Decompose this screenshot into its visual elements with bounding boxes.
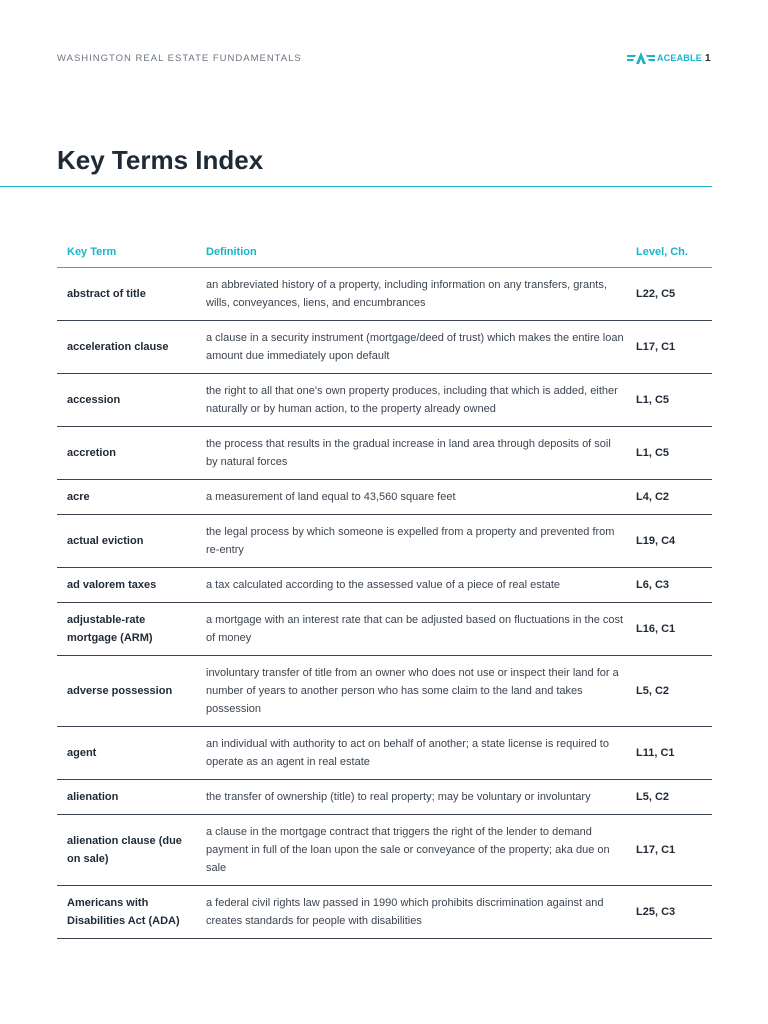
table-row [57, 427, 712, 480]
column-header-definition: Definition [196, 236, 626, 268]
term-cell: adjustable-rate mortgage (ARM) [57, 603, 196, 656]
table-row [57, 656, 712, 727]
term-cell: abstract of title [57, 268, 196, 321]
definition-cell: a mortgage with an interest rate that can be adjusted based on fluctuations in the cost of money [196, 603, 626, 656]
table-row [57, 603, 712, 656]
definition-cell: the legal process by which someone is expelled from a property and prevented from re-entry [196, 515, 626, 568]
title-divider [0, 186, 712, 187]
definition-cell: the right to all that one's own property produces, including that which is added, either naturally or by human action, to the property already owned [196, 374, 626, 427]
table-row [57, 321, 712, 374]
aceable-logo-icon [627, 52, 655, 64]
table-row [57, 780, 712, 815]
definition-cell: a federal civil rights law passed in 1990 which prohibits discrimination against and creates standards for people with disabilities [196, 886, 626, 939]
level-cell: L1, C5 [626, 374, 712, 427]
definition-cell: involuntary transfer of title from an owner who does not use or inspect their land for a number of years to another person who has some claim to the land and takes possession [196, 656, 626, 727]
level-cell: L1, C5 [626, 427, 712, 480]
level-cell: L16, C1 [626, 603, 712, 656]
column-header-level: Level, Ch. [626, 236, 712, 268]
term-cell: ad valorem taxes [57, 568, 196, 603]
level-cell: L11, C1 [626, 727, 712, 780]
term-cell: acre [57, 480, 196, 515]
level-cell: L25, C3 [626, 886, 712, 939]
level-cell: L22, C5 [626, 268, 712, 321]
definition-cell: a clause in the mortgage contract that triggers the right of the lender to demand payment in full of the loan upon the sale or conveyance of the property; aka due on sale [196, 815, 626, 886]
table-row [57, 480, 712, 515]
level-cell: L17, C1 [626, 815, 712, 886]
running-header: WASHINGTON REAL ESTATE FUNDAMENTALS [57, 53, 302, 64]
definition-cell: an individual with authority to act on behalf of another; a state license is required to operate as an agent in real estate [196, 727, 626, 780]
level-cell: L19, C4 [626, 515, 712, 568]
term-cell: actual eviction [57, 515, 196, 568]
term-cell: Americans with Disabilities Act (ADA) [57, 886, 196, 939]
aceable-logo [627, 52, 702, 64]
page-number: 1 [705, 53, 711, 64]
table-row [57, 515, 712, 568]
level-cell: L5, C2 [626, 780, 712, 815]
definition-cell: an abbreviated history of a property, including information on any transfers, grants, wills, conveyances, liens, and encumbrances [196, 268, 626, 321]
definition-cell: a measurement of land equal to 43,560 square feet [196, 480, 626, 515]
table-row [57, 815, 712, 886]
table-row [57, 727, 712, 780]
term-cell: adverse possession [57, 656, 196, 727]
level-cell: L17, C1 [626, 321, 712, 374]
logo-text: ACEABLE [657, 53, 702, 63]
term-cell: accession [57, 374, 196, 427]
table-row [57, 568, 712, 603]
table-row [57, 268, 712, 321]
level-cell: L5, C2 [626, 656, 712, 727]
definition-cell: a tax calculated according to the assessed value of a piece of real estate [196, 568, 626, 603]
term-cell: agent [57, 727, 196, 780]
table-row [57, 374, 712, 427]
term-cell: alienation [57, 780, 196, 815]
definition-cell: a clause in a security instrument (mortgage/deed of trust) which makes the entire loan amount due immediately upon default [196, 321, 626, 374]
column-header-key-term: Key Term [57, 236, 196, 268]
term-cell: accretion [57, 427, 196, 480]
key-terms-table [57, 236, 712, 939]
definition-cell: the process that results in the gradual increase in land area through deposits of soil by natural forces [196, 427, 626, 480]
table-header-row [57, 236, 712, 268]
table-row [57, 886, 712, 939]
level-cell: L6, C3 [626, 568, 712, 603]
level-cell: L4, C2 [626, 480, 712, 515]
term-cell: acceleration clause [57, 321, 196, 374]
definition-cell: the transfer of ownership (title) to real property; may be voluntary or involuntary [196, 780, 626, 815]
term-cell: alienation clause (due on sale) [57, 815, 196, 886]
page-title: Key Terms Index [57, 145, 264, 175]
